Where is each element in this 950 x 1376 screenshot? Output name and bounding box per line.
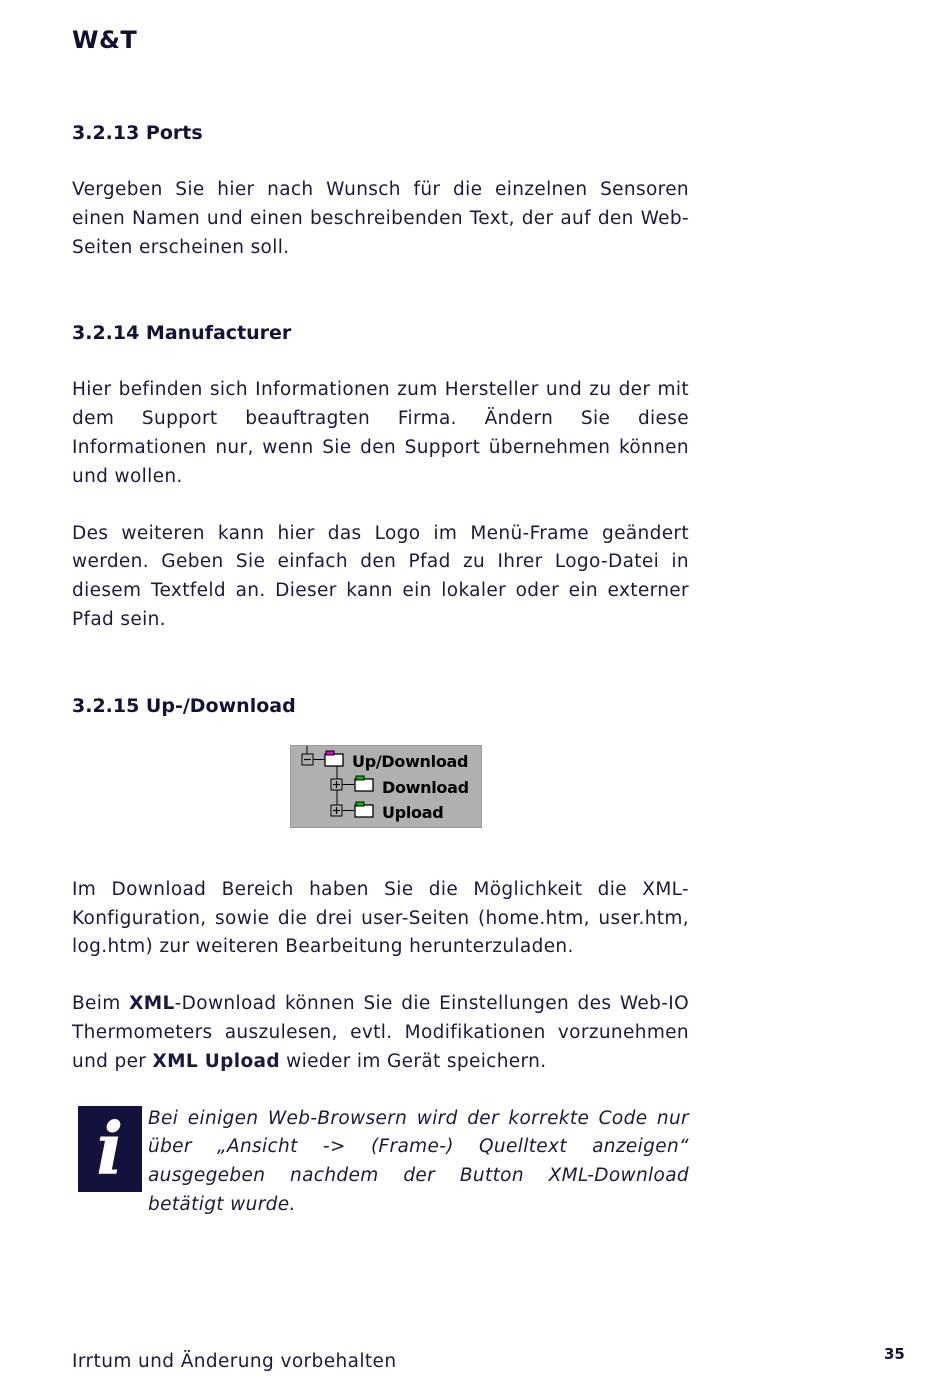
folder-icon (355, 776, 373, 791)
footer-disclaimer: Irrtum und Änderung vorbehalten (72, 1351, 397, 1372)
xml-bold-2: XML Upload (152, 1050, 280, 1072)
brand-logo-text: W&T (72, 26, 138, 54)
tree-item-upload[interactable]: Upload (382, 802, 444, 822)
info-glyph: i (96, 1105, 124, 1191)
tree-item-updownload[interactable]: Up/Download (352, 751, 469, 771)
section-heading-manufacturer: 3.2.14 Manufacturer (72, 322, 292, 345)
tree-figure (72, 721, 689, 837)
expand-box-icon[interactable] (331, 779, 342, 790)
xml-text-2: -Download können Sie die Einstellungen des Web-IO Thermometers auszulesen, evtl. Modifikationen vorzunehmen und per (72, 993, 689, 1072)
info-note (72, 1105, 689, 1220)
page-number: 35 (884, 1345, 905, 1363)
tree-item-download[interactable]: Download (382, 777, 469, 797)
expand-box-icon[interactable] (331, 805, 342, 816)
page-content (72, 118, 689, 1220)
xml-paragraph (72, 990, 689, 1076)
manufacturer-paragraph-1: Hier befinden sich Informationen zum Hersteller und zu der mit dem Support beauftragten Firma. Ändern Sie diese Informationen nur, wenn Sie den Support übernehmen können und wollen. (72, 379, 689, 487)
section-heading-ports: 3.2.13 Ports (72, 122, 203, 144)
info-icon (78, 1106, 142, 1192)
folder-open-icon (325, 751, 343, 766)
download-paragraph: Im Download Bereich haben Sie die Möglichkeit die XML-Konfiguration, sowie die drei user-Seiten (home.htm, user.htm, log.htm) zur weiteren Bearbeitung herunterzuladen. (72, 878, 689, 958)
section-heading-updownload: 3.2.15 Up-/Download (72, 694, 296, 717)
xml-bold-1: XML (129, 993, 175, 1015)
info-note-text: Bei einigen Web-Browsern wird der korrekte Code nur über „Ansicht -> (Frame-) Quelltext anzeigen“ ausgegeben nachdem der Button XML-Download betätigt wurde. (148, 1107, 689, 1215)
xml-text-1: Beim (72, 993, 130, 1015)
collapse-box-icon[interactable] (302, 754, 313, 765)
manufacturer-paragraph-2: Des weiteren kann hier das Logo im Menü-Frame geändert werden. Geben Sie einfach den Pfad zu Ihrer Logo-Datei in diesem Textfeld an. Dieser kann ein lokaler oder ein externer Pfad sein. (72, 522, 689, 630)
ports-paragraph: Vergeben Sie hier nach Wunsch für die einzelnen Sensoren einen Namen und einen beschreibenden Text, der auf den Web-Seiten erscheinen soll. (72, 179, 689, 258)
xml-text-3: wieder im Gerät speichern. (279, 1050, 547, 1072)
folder-icon (355, 802, 373, 817)
updownload-tree-view (290, 745, 482, 828)
